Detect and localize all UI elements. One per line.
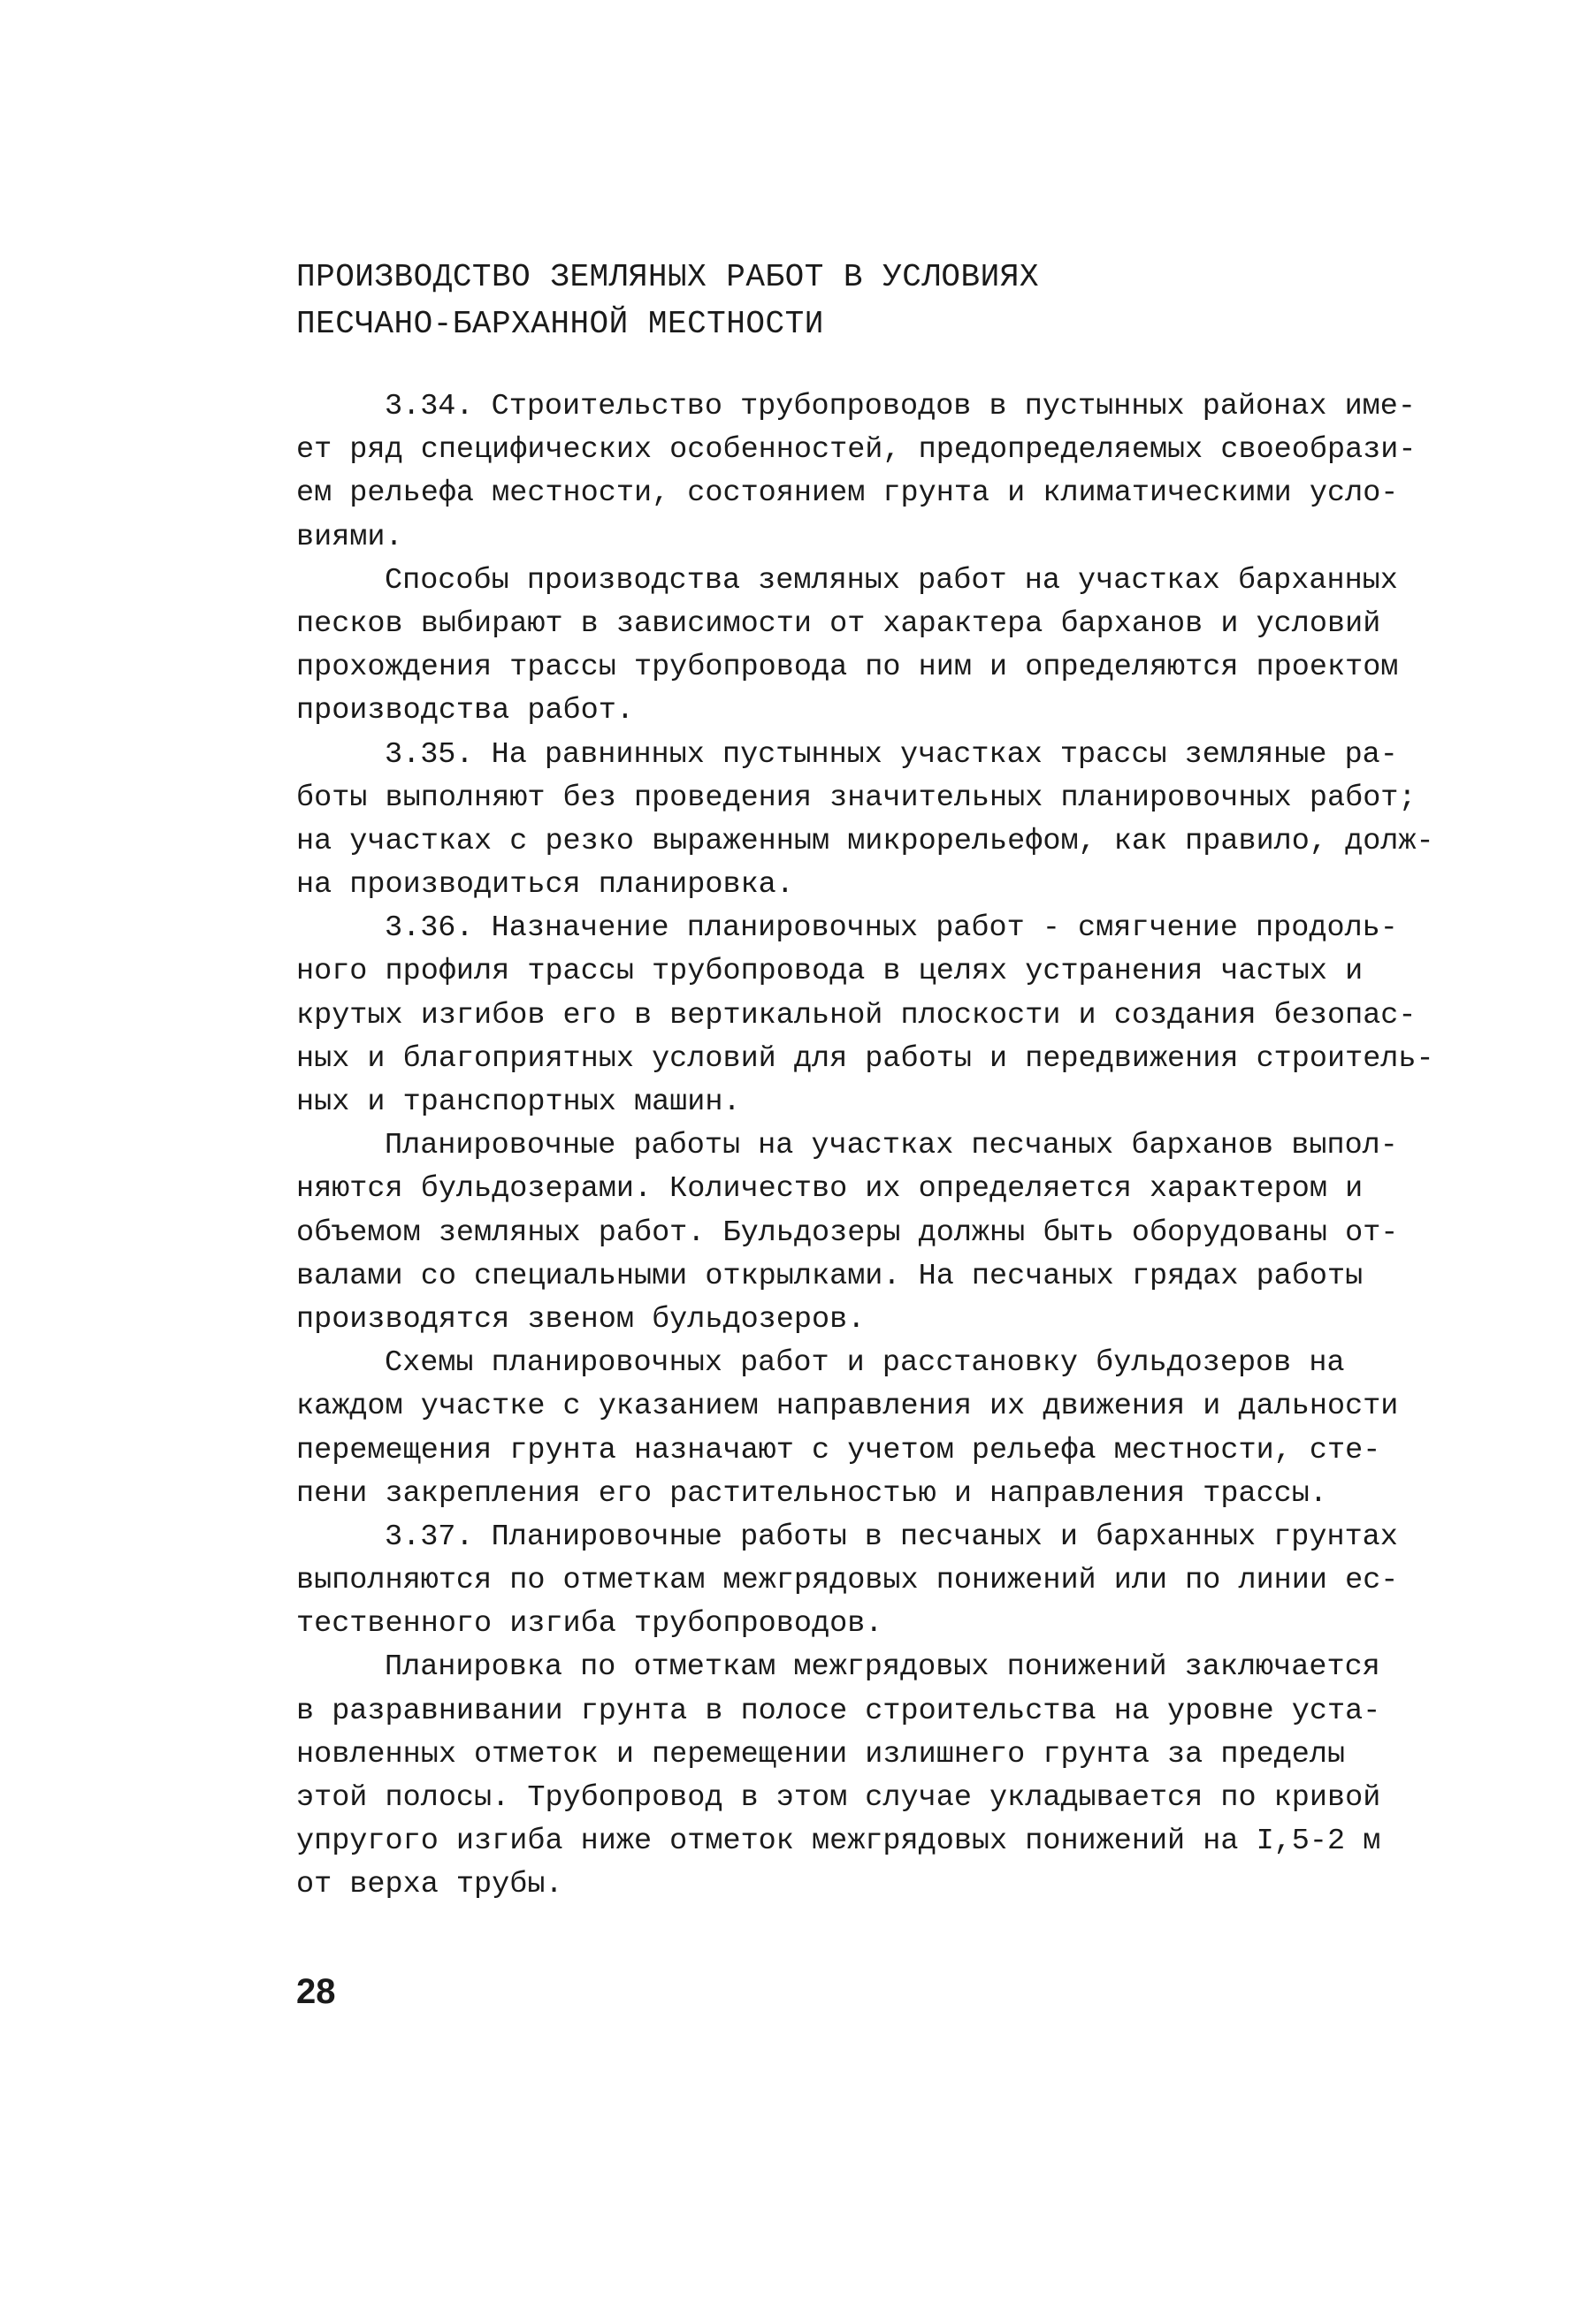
paragraph-3-37-line: 3.37. Планировочные работы в песчаных и барханных грунтах — [385, 1520, 1398, 1554]
paragraph-3-34-line: ет ряд специфических особенностей, предопределяемых своеобрази- — [296, 433, 1417, 468]
paragraph-line: производятся звеном бульдозеров. — [296, 1302, 866, 1337]
paragraph-line: этой полосы. Трубопровод в этом случае укладывается по кривой — [296, 1781, 1381, 1815]
paragraph-3-35-line: боты выполняют без проведения значительных планировочных работ; — [296, 781, 1417, 815]
paragraph-line: няются бульдозерами. Количество их определяется характером и — [296, 1172, 1364, 1207]
heading-line: ПРОИЗВОДСТВО ЗЕМЛЯНЫХ РАБОТ В УСЛОВИЯХ — [296, 259, 1039, 295]
section-heading — [296, 254, 1446, 347]
heading-line: ПЕСЧАНО-БАРХАННОЙ МЕСТНОСТИ — [296, 306, 824, 342]
paragraph-3-34-line: ем рельефа местности, состоянием грунта и климатическими усло- — [296, 476, 1399, 511]
body-text — [296, 385, 1446, 1908]
paragraph-3-35-line: на производиться планировка. — [296, 868, 794, 903]
paragraph-3-34-line: 3.34. Строительство трубопроводов в пустынных районах име- — [385, 390, 1416, 423]
paragraph-3-36-line: ных и благоприятных условий для работы и передвижения строитель- — [296, 1041, 1434, 1076]
paragraph-line: валами со специальными открылками. На песчаных грядах работы — [296, 1259, 1364, 1293]
paragraph-line: в разравнивании грунта в полосе строительства на уровне уста- — [296, 1694, 1381, 1728]
paragraph-3-34-line: виями. — [296, 520, 403, 554]
paragraph-3-36-line: ных и транспортных машин. — [296, 1086, 741, 1119]
paragraph-3-37-line: выполняются по отметкам межгрядовых понижений или по линии ес- — [296, 1564, 1399, 1598]
paragraph-3-36-line: крутых изгибов его в вертикальной плоскости и создания безопас- — [296, 998, 1417, 1032]
paragraph-3-37-line: тественного изгиба трубопроводов. — [296, 1607, 883, 1642]
page-number: 28 — [296, 1972, 336, 2011]
paragraph-line: Способы производства земляных работ на участках барханных — [385, 563, 1398, 598]
paragraph-3-35-line: на участках с резко выраженным микрорельефом, как правило, долж- — [296, 824, 1434, 858]
paragraph-line: песков выбирают в зависимости от характера барханов и условий — [296, 606, 1381, 641]
paragraph-line: Планировка по отметкам межгрядовых понижений заключается — [385, 1650, 1380, 1685]
paragraph-line: новленных отметок и перемещении излишнего грунта за пределы — [296, 1737, 1346, 1772]
paragraph-line: упругого изгиба ниже отметок межгрядовых понижений на I,5-2 м — [296, 1825, 1381, 1859]
paragraph-3-36-line: 3.36. Назначение планировочных работ - смягчение продоль- — [385, 911, 1398, 946]
paragraph-3-36-line: ного профиля трассы трубопровода в целях устранения частых и — [296, 955, 1364, 989]
paragraph-3-35-line: 3.35. На равнинных пустынных участках трассы земляные ра- — [385, 737, 1398, 772]
paragraph-line: от верха трубы. — [296, 1868, 563, 1902]
paragraph-line: объемом земляных работ. Бульдозеры должны быть оборудованы от- — [296, 1215, 1399, 1250]
paragraph-line: Планировочные работы на участках песчаных барханов выпол- — [385, 1129, 1398, 1163]
paragraph-line: пени закрепления его растительностью и направления трассы. — [296, 1476, 1327, 1511]
paragraph-line: Схемы планировочных работ и расстановку бульдозеров на — [385, 1346, 1345, 1381]
paragraph-line: каждом участке с указанием направления их движения и дальности — [296, 1390, 1399, 1424]
paragraph-line: производства работ. — [296, 694, 634, 728]
paragraph-line: прохождения трассы трубопровода по ним и определяются проектом — [296, 651, 1399, 685]
paragraph-line: перемещения грунта назначают с учетом рельефа местности, сте- — [296, 1433, 1381, 1467]
